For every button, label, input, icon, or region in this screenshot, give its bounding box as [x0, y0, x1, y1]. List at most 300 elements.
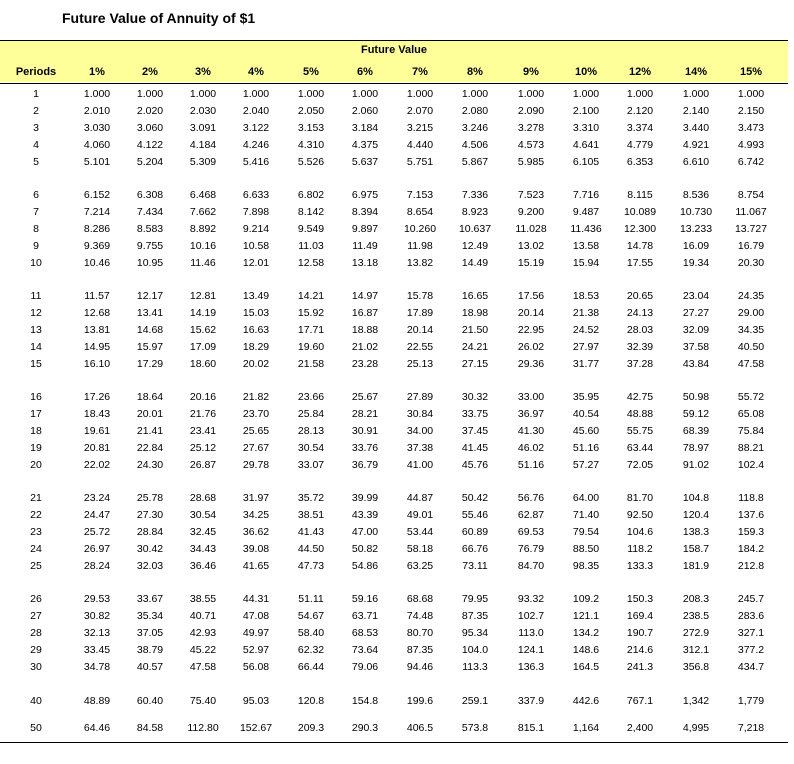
table-cell: 30.54: [297, 442, 325, 454]
table-cell: 7.716: [572, 189, 600, 201]
table-cell: 104.8: [682, 492, 710, 504]
table-cell: 137.6: [737, 509, 765, 521]
table-cell: 18.88: [351, 324, 379, 336]
table-cell: 34.25: [242, 509, 270, 521]
table-cell: 84.58: [136, 722, 164, 734]
table-cell: 13.41: [136, 307, 164, 319]
table-cell: 30.32: [461, 391, 489, 403]
table-cell: 21.76: [189, 408, 217, 420]
rate-header: 3%: [195, 66, 211, 78]
table-cell: 13.02: [517, 240, 545, 252]
table-cell: 41.30: [517, 425, 545, 437]
period-cell: 24: [30, 543, 42, 555]
table-cell: 16.79: [737, 240, 765, 252]
table-cell: 21.38: [572, 307, 600, 319]
table-cell: 10.260: [403, 223, 437, 235]
table-cell: 63.25: [406, 560, 434, 572]
table-cell: 3.030: [83, 122, 111, 134]
table-cell: 88.50: [572, 543, 600, 555]
table-cell: 14.49: [461, 257, 489, 269]
table-cell: 124.1: [517, 644, 545, 656]
table-cell: 11.028: [515, 223, 547, 235]
period-cell: 1: [33, 88, 39, 100]
table-cell: 14.97: [351, 290, 379, 302]
table-cell: 5.751: [406, 156, 434, 168]
table-cell: 20.30: [737, 257, 765, 269]
table-cell: 29.36: [517, 358, 545, 370]
period-cell: 13: [30, 324, 42, 336]
bottom-rule: [0, 742, 788, 743]
table-cell: 47.73: [297, 560, 325, 572]
table-cell: 52.97: [242, 644, 270, 656]
table-cell: 54.86: [351, 560, 379, 572]
table-cell: 32.39: [626, 341, 654, 353]
table-cell: 11.49: [352, 240, 378, 252]
table-cell: 118.2: [627, 543, 653, 555]
table-cell: 159.3: [737, 526, 765, 538]
table-cell: 8.536: [682, 189, 710, 201]
table-cell: 14.95: [83, 341, 111, 353]
table-cell: 12.49: [461, 240, 489, 252]
table-cell: 102.4: [737, 459, 765, 471]
table-cell: 40.50: [737, 341, 765, 353]
table-cell: 15.78: [406, 290, 434, 302]
table-cell: 25.84: [297, 408, 325, 420]
table-cell: 6.353: [626, 156, 654, 168]
table-cell: 41.65: [242, 560, 270, 572]
table-cell: 24.30: [136, 459, 164, 471]
table-cell: 49.01: [406, 509, 434, 521]
table-cell: 10.637: [458, 223, 492, 235]
table-cell: 3.184: [351, 122, 379, 134]
table-cell: 58.40: [297, 627, 325, 639]
period-cell: 22: [30, 509, 42, 521]
table-cell: 6.742: [737, 156, 765, 168]
table-cell: 40.57: [136, 661, 164, 673]
table-cell: 109.2: [572, 593, 600, 605]
table-cell: 1.000: [626, 88, 654, 100]
table-cell: 8.923: [461, 206, 489, 218]
table-cell: 23.24: [83, 492, 111, 504]
table-cell: 10.730: [679, 206, 713, 218]
table-cell: 184.2: [737, 543, 765, 555]
table-cell: 12.01: [242, 257, 270, 269]
table-cell: 25.78: [136, 492, 164, 504]
table-cell: 283.6: [737, 610, 765, 622]
table-cell: 148.6: [572, 644, 600, 656]
period-cell: 5: [33, 156, 39, 168]
table-cell: 18.60: [189, 358, 217, 370]
table-cell: 4.122: [136, 139, 164, 151]
table-cell: 4.375: [351, 139, 379, 151]
table-cell: 11.46: [190, 257, 216, 269]
table-cell: 17.56: [517, 290, 545, 302]
table-cell: 312.1: [682, 644, 710, 656]
table-cell: 25.65: [242, 425, 270, 437]
table-cell: 113.0: [518, 627, 544, 639]
rate-header: 10%: [574, 66, 598, 78]
table-cell: 121.1: [572, 610, 600, 622]
table-cell: 5.867: [461, 156, 489, 168]
table-cell: 37.38: [406, 442, 434, 454]
table-cell: 87.35: [406, 644, 434, 656]
rate-header: 14%: [684, 66, 708, 78]
table-cell: 23.66: [297, 391, 325, 403]
table-cell: 4,995: [682, 722, 710, 734]
table-cell: 17.29: [136, 358, 164, 370]
rate-header: 9%: [523, 66, 539, 78]
table-cell: 3.091: [189, 122, 217, 134]
table-cell: 78.97: [682, 442, 710, 454]
table-cell: 64.00: [572, 492, 600, 504]
table-cell: 21.50: [461, 324, 489, 336]
table-cell: 43.39: [351, 509, 379, 521]
table-cell: 190.7: [626, 627, 654, 639]
table-cell: 238.5: [682, 610, 710, 622]
table-cell: 68.68: [406, 593, 434, 605]
table-cell: 11.03: [298, 240, 324, 252]
table-cell: 88.21: [737, 442, 765, 454]
table-cell: 11.57: [84, 290, 110, 302]
table-cell: 14.19: [189, 307, 217, 319]
table-cell: 158.7: [682, 543, 710, 555]
table-cell: 35.72: [297, 492, 325, 504]
table-cell: 80.70: [406, 627, 434, 639]
table-cell: 29.00: [737, 307, 765, 319]
table-cell: 102.7: [517, 610, 545, 622]
table-cell: 25.13: [406, 358, 434, 370]
table-cell: 40.71: [189, 610, 217, 622]
table-cell: 79.06: [351, 661, 379, 673]
table-cell: 3.278: [517, 122, 545, 134]
table-cell: 41.00: [406, 459, 434, 471]
table-cell: 134.2: [572, 627, 600, 639]
table-cell: 5.637: [351, 156, 379, 168]
table-cell: 47.58: [189, 661, 217, 673]
table-cell: 38.51: [297, 509, 325, 521]
table-cell: 245.7: [737, 593, 765, 605]
table-cell: 50.82: [351, 543, 379, 555]
table-cell: 56.08: [242, 661, 270, 673]
table-cell: 24.47: [83, 509, 111, 521]
period-cell: 23: [30, 526, 42, 538]
table-cell: 32.03: [136, 560, 164, 572]
table-cell: 2.010: [83, 105, 111, 117]
table-cell: 136.3: [517, 661, 545, 673]
table-cell: 23.70: [242, 408, 270, 420]
table-cell: 39.99: [351, 492, 379, 504]
table-cell: 6.633: [242, 189, 270, 201]
table-cell: 8.754: [737, 189, 765, 201]
table-cell: 18.43: [83, 408, 111, 420]
table-cell: 92.50: [626, 509, 654, 521]
period-cell: 17: [30, 408, 42, 420]
table-cell: 34.43: [189, 543, 217, 555]
table-cell: 214.6: [626, 644, 654, 656]
table-cell: 406.5: [406, 722, 434, 734]
table-cell: 79.54: [572, 526, 600, 538]
table-cell: 35.95: [572, 391, 600, 403]
table-cell: 1,779: [737, 695, 765, 707]
table-cell: 9.549: [297, 223, 325, 235]
table-cell: 26.02: [517, 341, 545, 353]
table-cell: 1.000: [517, 88, 545, 100]
table-cell: 7.214: [83, 206, 111, 218]
period-cell: 21: [30, 492, 42, 504]
period-cell: 18: [30, 425, 42, 437]
table-cell: 1.000: [682, 88, 710, 100]
table-cell: 9.200: [517, 206, 545, 218]
table-cell: 6.308: [136, 189, 164, 201]
period-cell: 3: [33, 122, 39, 134]
table-cell: 20.01: [136, 408, 164, 420]
table-cell: 5.204: [136, 156, 164, 168]
table-cell: 290.3: [351, 722, 379, 734]
table-cell: 10.58: [242, 240, 270, 252]
table-cell: 9.897: [351, 223, 379, 235]
table-cell: 20.16: [189, 391, 217, 403]
table-cell: 10.95: [136, 257, 164, 269]
table-cell: 1.000: [406, 88, 434, 100]
table-cell: 27.67: [242, 442, 270, 454]
table-cell: 15.62: [189, 324, 217, 336]
period-cell: 25: [30, 560, 42, 572]
table-cell: 8.286: [83, 223, 111, 235]
table-cell: 1.000: [189, 88, 217, 100]
table-cell: 4.060: [83, 139, 111, 151]
table-cell: 31.97: [242, 492, 270, 504]
table-cell: 164.5: [572, 661, 600, 673]
table-cell: 63.44: [626, 442, 654, 454]
table-cell: 12.58: [297, 257, 325, 269]
table-cell: 84.70: [517, 560, 545, 572]
rate-header: 2%: [142, 66, 158, 78]
table-cell: 19.61: [83, 425, 111, 437]
table-cell: 7.434: [136, 206, 164, 218]
table-cell: 11.436: [570, 223, 602, 235]
table-cell: 8.892: [189, 223, 217, 235]
table-cell: 9.487: [572, 206, 600, 218]
period-cell: 27: [30, 610, 42, 622]
table-cell: 1.000: [242, 88, 270, 100]
table-cell: 23.28: [351, 358, 379, 370]
table-cell: 23.04: [682, 290, 710, 302]
table-cell: 8.583: [136, 223, 164, 235]
table-cell: 2.120: [626, 105, 654, 117]
period-cell: 7: [33, 206, 39, 218]
table-cell: 4.184: [189, 139, 217, 151]
table-cell: 51.16: [517, 459, 545, 471]
table-cell: 181.9: [682, 560, 710, 572]
table-cell: 43.84: [682, 358, 710, 370]
table-cell: 7.336: [461, 189, 489, 201]
table-cell: 3.440: [682, 122, 710, 134]
table-cell: 241.3: [626, 661, 654, 673]
table-cell: 55.72: [737, 391, 765, 403]
table-cell: 337.9: [517, 695, 545, 707]
table-cell: 20.81: [83, 442, 111, 454]
table-cell: 13.727: [734, 223, 768, 235]
table-cell: 815.1: [517, 722, 545, 734]
table-cell: 208.3: [682, 593, 710, 605]
table-cell: 4.573: [517, 139, 545, 151]
table-cell: 33.45: [83, 644, 111, 656]
table-cell: 2.060: [351, 105, 379, 117]
table-cell: 69.53: [517, 526, 545, 538]
table-cell: 93.32: [517, 593, 545, 605]
table-cell: 25.72: [83, 526, 111, 538]
table-cell: 24.35: [737, 290, 765, 302]
future-value-header: Future Value: [360, 44, 428, 56]
table-cell: 6.468: [189, 189, 217, 201]
table-cell: 30.42: [136, 543, 164, 555]
period-cell: 15: [30, 358, 42, 370]
table-cell: 3.473: [737, 122, 765, 134]
table-cell: 94.46: [406, 661, 434, 673]
table-cell: 45.22: [189, 644, 217, 656]
period-cell: 8: [33, 223, 39, 235]
table-cell: 14.78: [626, 240, 654, 252]
period-cell: 29: [30, 644, 42, 656]
table-cell: 3.310: [572, 122, 600, 134]
table-cell: 6.975: [351, 189, 379, 201]
table-cell: 1.000: [737, 88, 765, 100]
table-cell: 33.76: [351, 442, 379, 454]
period-cell: 30: [30, 661, 42, 673]
table-cell: 29.53: [83, 593, 111, 605]
table-cell: 15.94: [572, 257, 600, 269]
table-cell: 2.090: [517, 105, 545, 117]
table-cell: 21.41: [136, 425, 164, 437]
table-cell: 1.000: [461, 88, 489, 100]
table-cell: 169.4: [626, 610, 654, 622]
table-cell: 36.79: [351, 459, 379, 471]
table-cell: 8.654: [406, 206, 434, 218]
table-cell: 5.416: [242, 156, 270, 168]
table-cell: 40.54: [572, 408, 600, 420]
table-cell: 62.87: [517, 509, 545, 521]
table-cell: 7,218: [737, 722, 765, 734]
table-cell: 2.080: [461, 105, 489, 117]
table-cell: 65.08: [737, 408, 765, 420]
table-cell: 54.67: [297, 610, 325, 622]
table-cell: 16.10: [83, 358, 111, 370]
table-cell: 87.35: [461, 610, 489, 622]
table-cell: 12.81: [189, 290, 217, 302]
table-cell: 44.50: [297, 543, 325, 555]
table-cell: 7.523: [517, 189, 545, 201]
period-cell: 12: [30, 307, 42, 319]
table-cell: 1,164: [572, 722, 600, 734]
table-cell: 66.44: [297, 661, 325, 673]
table-cell: 22.55: [406, 341, 434, 353]
table-cell: 41.43: [297, 526, 325, 538]
table-cell: 73.11: [462, 560, 488, 572]
table-cell: 10.46: [83, 257, 111, 269]
periods-header: Periods: [15, 66, 57, 78]
table-cell: 3.122: [242, 122, 270, 134]
table-cell: 22.02: [83, 459, 111, 471]
table-cell: 28.24: [83, 560, 111, 572]
period-cell: 19: [30, 442, 42, 454]
rate-header: 15%: [739, 66, 763, 78]
table-cell: 36.46: [189, 560, 217, 572]
table-cell: 9.214: [242, 223, 270, 235]
table-cell: 44.87: [406, 492, 434, 504]
table-cell: 34.78: [83, 661, 111, 673]
table-cell: 33.07: [297, 459, 325, 471]
table-cell: 49.97: [242, 627, 270, 639]
table-cell: 3.215: [406, 122, 434, 134]
table-cell: 33.75: [461, 408, 489, 420]
table-cell: 62.32: [297, 644, 325, 656]
table-cell: 3.060: [136, 122, 164, 134]
table-cell: 8.394: [351, 206, 379, 218]
table-cell: 4.310: [297, 139, 325, 151]
table-cell: 327.1: [737, 627, 765, 639]
table-cell: 37.28: [626, 358, 654, 370]
table-cell: 22.84: [136, 442, 164, 454]
table-cell: 2.030: [189, 105, 217, 117]
period-cell: 20: [30, 459, 42, 471]
table-cell: 27.97: [572, 341, 600, 353]
table-cell: 1.000: [297, 88, 325, 100]
table-cell: 14.21: [297, 290, 325, 302]
table-cell: 47.08: [242, 610, 270, 622]
table-cell: 120.8: [297, 695, 325, 707]
table-cell: 212.8: [737, 560, 765, 572]
table-cell: 1.000: [572, 88, 600, 100]
table-cell: 272.9: [682, 627, 710, 639]
table-cell: 47.00: [351, 526, 379, 538]
period-cell: 26: [30, 593, 42, 605]
table-cell: 18.98: [461, 307, 489, 319]
table-cell: 46.02: [517, 442, 545, 454]
table-cell: 51.11: [298, 593, 324, 605]
table-cell: 48.88: [626, 408, 654, 420]
table-cell: 30.84: [406, 408, 434, 420]
table-cell: 442.6: [572, 695, 600, 707]
table-cell: 13.233: [679, 223, 713, 235]
table-cell: 36.62: [242, 526, 270, 538]
table-cell: 4.506: [461, 139, 489, 151]
table-cell: 113.3: [462, 661, 488, 673]
table-cell: 13.82: [406, 257, 434, 269]
table-cell: 42.75: [626, 391, 654, 403]
table-cell: 17.55: [626, 257, 654, 269]
table-cell: 66.76: [461, 543, 489, 555]
table-cell: 4.779: [626, 139, 654, 151]
table-cell: 48.89: [83, 695, 111, 707]
table-cell: 26.97: [83, 543, 111, 555]
table-cell: 7.898: [242, 206, 270, 218]
table-cell: 26.87: [189, 459, 217, 471]
table-cell: 27.89: [406, 391, 434, 403]
table-cell: 98.35: [572, 560, 600, 572]
table-cell: 50.98: [682, 391, 710, 403]
table-cell: 37.05: [136, 627, 164, 639]
table-cell: 5.309: [189, 156, 217, 168]
table-cell: 27.15: [461, 358, 489, 370]
table-cell: 20.14: [517, 307, 545, 319]
table-cell: 53.44: [406, 526, 434, 538]
table-cell: 95.03: [242, 695, 270, 707]
period-cell: 40: [30, 695, 42, 707]
table-cell: 15.97: [136, 341, 164, 353]
table-cell: 45.60: [572, 425, 600, 437]
table-cell: 71.40: [572, 509, 600, 521]
table-cell: 154.8: [351, 695, 379, 707]
